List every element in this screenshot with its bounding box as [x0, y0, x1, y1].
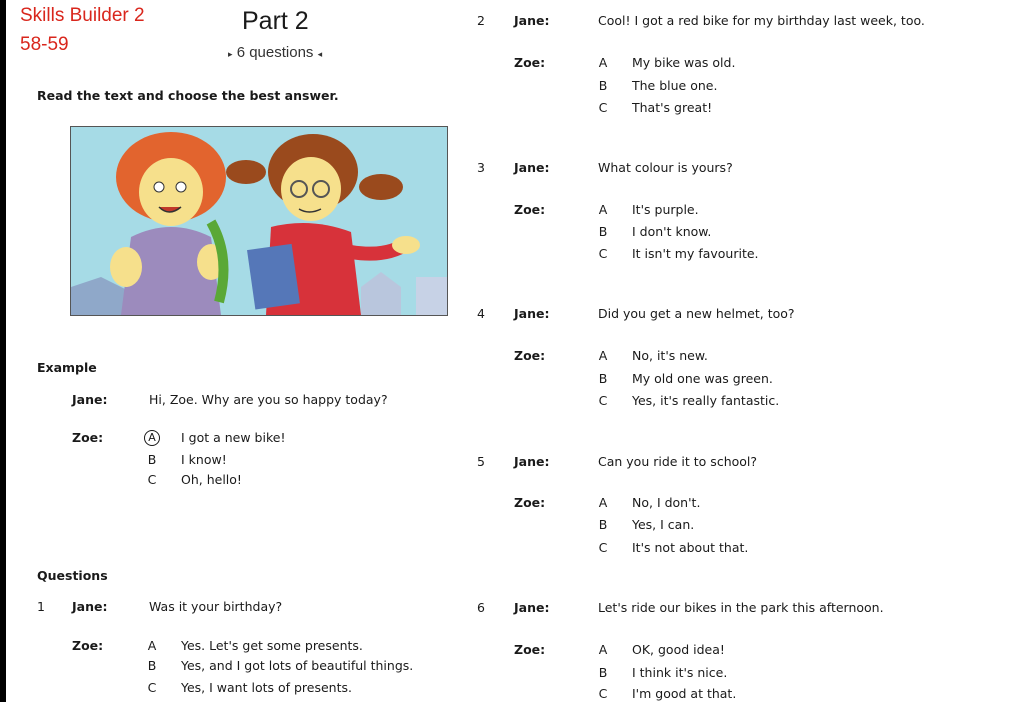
question-5-line: Can you ride it to school?	[598, 454, 758, 469]
question-5-zoe-label: Zoe:	[514, 495, 546, 510]
questions-heading: Questions	[37, 568, 108, 583]
question-5-option-c-letter[interactable]: C	[598, 540, 608, 555]
question-6-option-b-letter[interactable]: B	[598, 665, 608, 680]
question-4-option-b[interactable]: My old one was green.	[632, 371, 773, 386]
question-4-option-c[interactable]: Yes, it's really fantastic.	[632, 393, 780, 408]
question-1-option-b[interactable]: Yes, and I got lots of beautiful things.	[181, 658, 414, 673]
question-3-option-a-letter[interactable]: A	[598, 202, 608, 217]
question-5-option-b-letter[interactable]: B	[598, 517, 608, 532]
question-4-option-c-letter[interactable]: C	[598, 393, 608, 408]
question-4-option-a[interactable]: No, it's new.	[632, 348, 708, 363]
instruction: Read the text and choose the best answer.	[37, 88, 339, 103]
example-option-a: I got a new bike!	[181, 430, 286, 445]
page-range: 58-59	[20, 34, 69, 55]
question-2-option-b[interactable]: The blue one.	[632, 78, 718, 93]
question-3-option-c[interactable]: It isn't my favourite.	[632, 246, 759, 261]
question-4-option-b-letter[interactable]: B	[598, 371, 608, 386]
triangle-left-icon: ◂	[317, 49, 323, 59]
question-3-option-b-letter[interactable]: B	[598, 224, 608, 239]
course-title: Skills Builder 2	[20, 5, 145, 26]
example-heading: Example	[37, 360, 97, 375]
example-option-a-circled: A	[144, 430, 160, 446]
question-1-option-c-letter[interactable]: C	[147, 680, 157, 695]
question-2-option-a[interactable]: My bike was old.	[632, 55, 736, 70]
question-1-jane-label: Jane:	[72, 599, 108, 614]
question-5-option-a[interactable]: No, I don't.	[632, 495, 701, 510]
question-4-zoe-label: Zoe:	[514, 348, 546, 363]
question-5-option-b[interactable]: Yes, I can.	[632, 517, 695, 532]
question-4-number: 4	[477, 306, 485, 321]
question-2-number: 2	[477, 13, 485, 28]
question-3-jane-label: Jane:	[514, 160, 550, 175]
question-6-option-c[interactable]: I'm good at that.	[632, 686, 737, 701]
question-2-line: Cool! I got a red bike for my birthday last week, too.	[598, 13, 925, 28]
question-3-zoe-label: Zoe:	[514, 202, 546, 217]
question-2-option-a-letter[interactable]: A	[598, 55, 608, 70]
question-1-number: 1	[37, 599, 45, 614]
example-option-b: I know!	[181, 452, 227, 467]
question-1-option-a[interactable]: Yes. Let's get some presents.	[181, 638, 363, 653]
question-count: ▸ 6 questions ◂	[228, 44, 323, 61]
example-jane-label: Jane:	[72, 392, 108, 407]
question-4-jane-label: Jane:	[514, 306, 550, 321]
example-option-c: Oh, hello!	[181, 472, 242, 487]
two-girls-illustration	[70, 126, 448, 316]
question-6-option-a[interactable]: OK, good idea!	[632, 642, 725, 657]
question-3-number: 3	[477, 160, 485, 175]
question-5-option-a-letter[interactable]: A	[598, 495, 608, 510]
example-zoe-label: Zoe:	[72, 430, 104, 445]
part-title: Part 2	[242, 7, 309, 35]
question-2-option-c[interactable]: That's great!	[632, 100, 713, 115]
question-1-zoe-label: Zoe:	[72, 638, 104, 653]
question-6-zoe-label: Zoe:	[514, 642, 546, 657]
question-6-option-c-letter[interactable]: C	[598, 686, 608, 701]
question-3-option-b[interactable]: I don't know.	[632, 224, 712, 239]
question-1-option-a-letter[interactable]: A	[147, 638, 157, 653]
question-6-option-b[interactable]: I think it's nice.	[632, 665, 728, 680]
left-edge-border	[0, 0, 6, 702]
question-1-line: Was it your birthday?	[149, 599, 283, 614]
question-1-option-b-letter[interactable]: B	[147, 658, 157, 673]
question-4-line: Did you get a new helmet, too?	[598, 306, 795, 321]
question-1-option-c[interactable]: Yes, I want lots of presents.	[181, 680, 352, 695]
question-6-line: Let's ride our bikes in the park this afternoon.	[598, 600, 884, 615]
question-5-number: 5	[477, 454, 485, 469]
question-4-option-a-letter[interactable]: A	[598, 348, 608, 363]
question-6-number: 6	[477, 600, 485, 615]
question-2-zoe-label: Zoe:	[514, 55, 546, 70]
question-2-option-b-letter[interactable]: B	[598, 78, 608, 93]
question-2-jane-label: Jane:	[514, 13, 550, 28]
question-3-option-c-letter[interactable]: C	[598, 246, 608, 261]
question-2-option-c-letter[interactable]: C	[598, 100, 608, 115]
question-6-option-a-letter[interactable]: A	[598, 642, 608, 657]
question-3-line: What colour is yours?	[598, 160, 733, 175]
example-option-b-letter: B	[147, 452, 157, 467]
question-5-jane-label: Jane:	[514, 454, 550, 469]
example-jane-line: Hi, Zoe. Why are you so happy today?	[149, 392, 388, 407]
question-3-option-a[interactable]: It's purple.	[632, 202, 699, 217]
triangle-right-icon: ▸	[228, 49, 233, 59]
question-5-option-c[interactable]: It's not about that.	[632, 540, 749, 555]
question-6-jane-label: Jane:	[514, 600, 550, 615]
example-option-c-letter: C	[147, 472, 157, 487]
